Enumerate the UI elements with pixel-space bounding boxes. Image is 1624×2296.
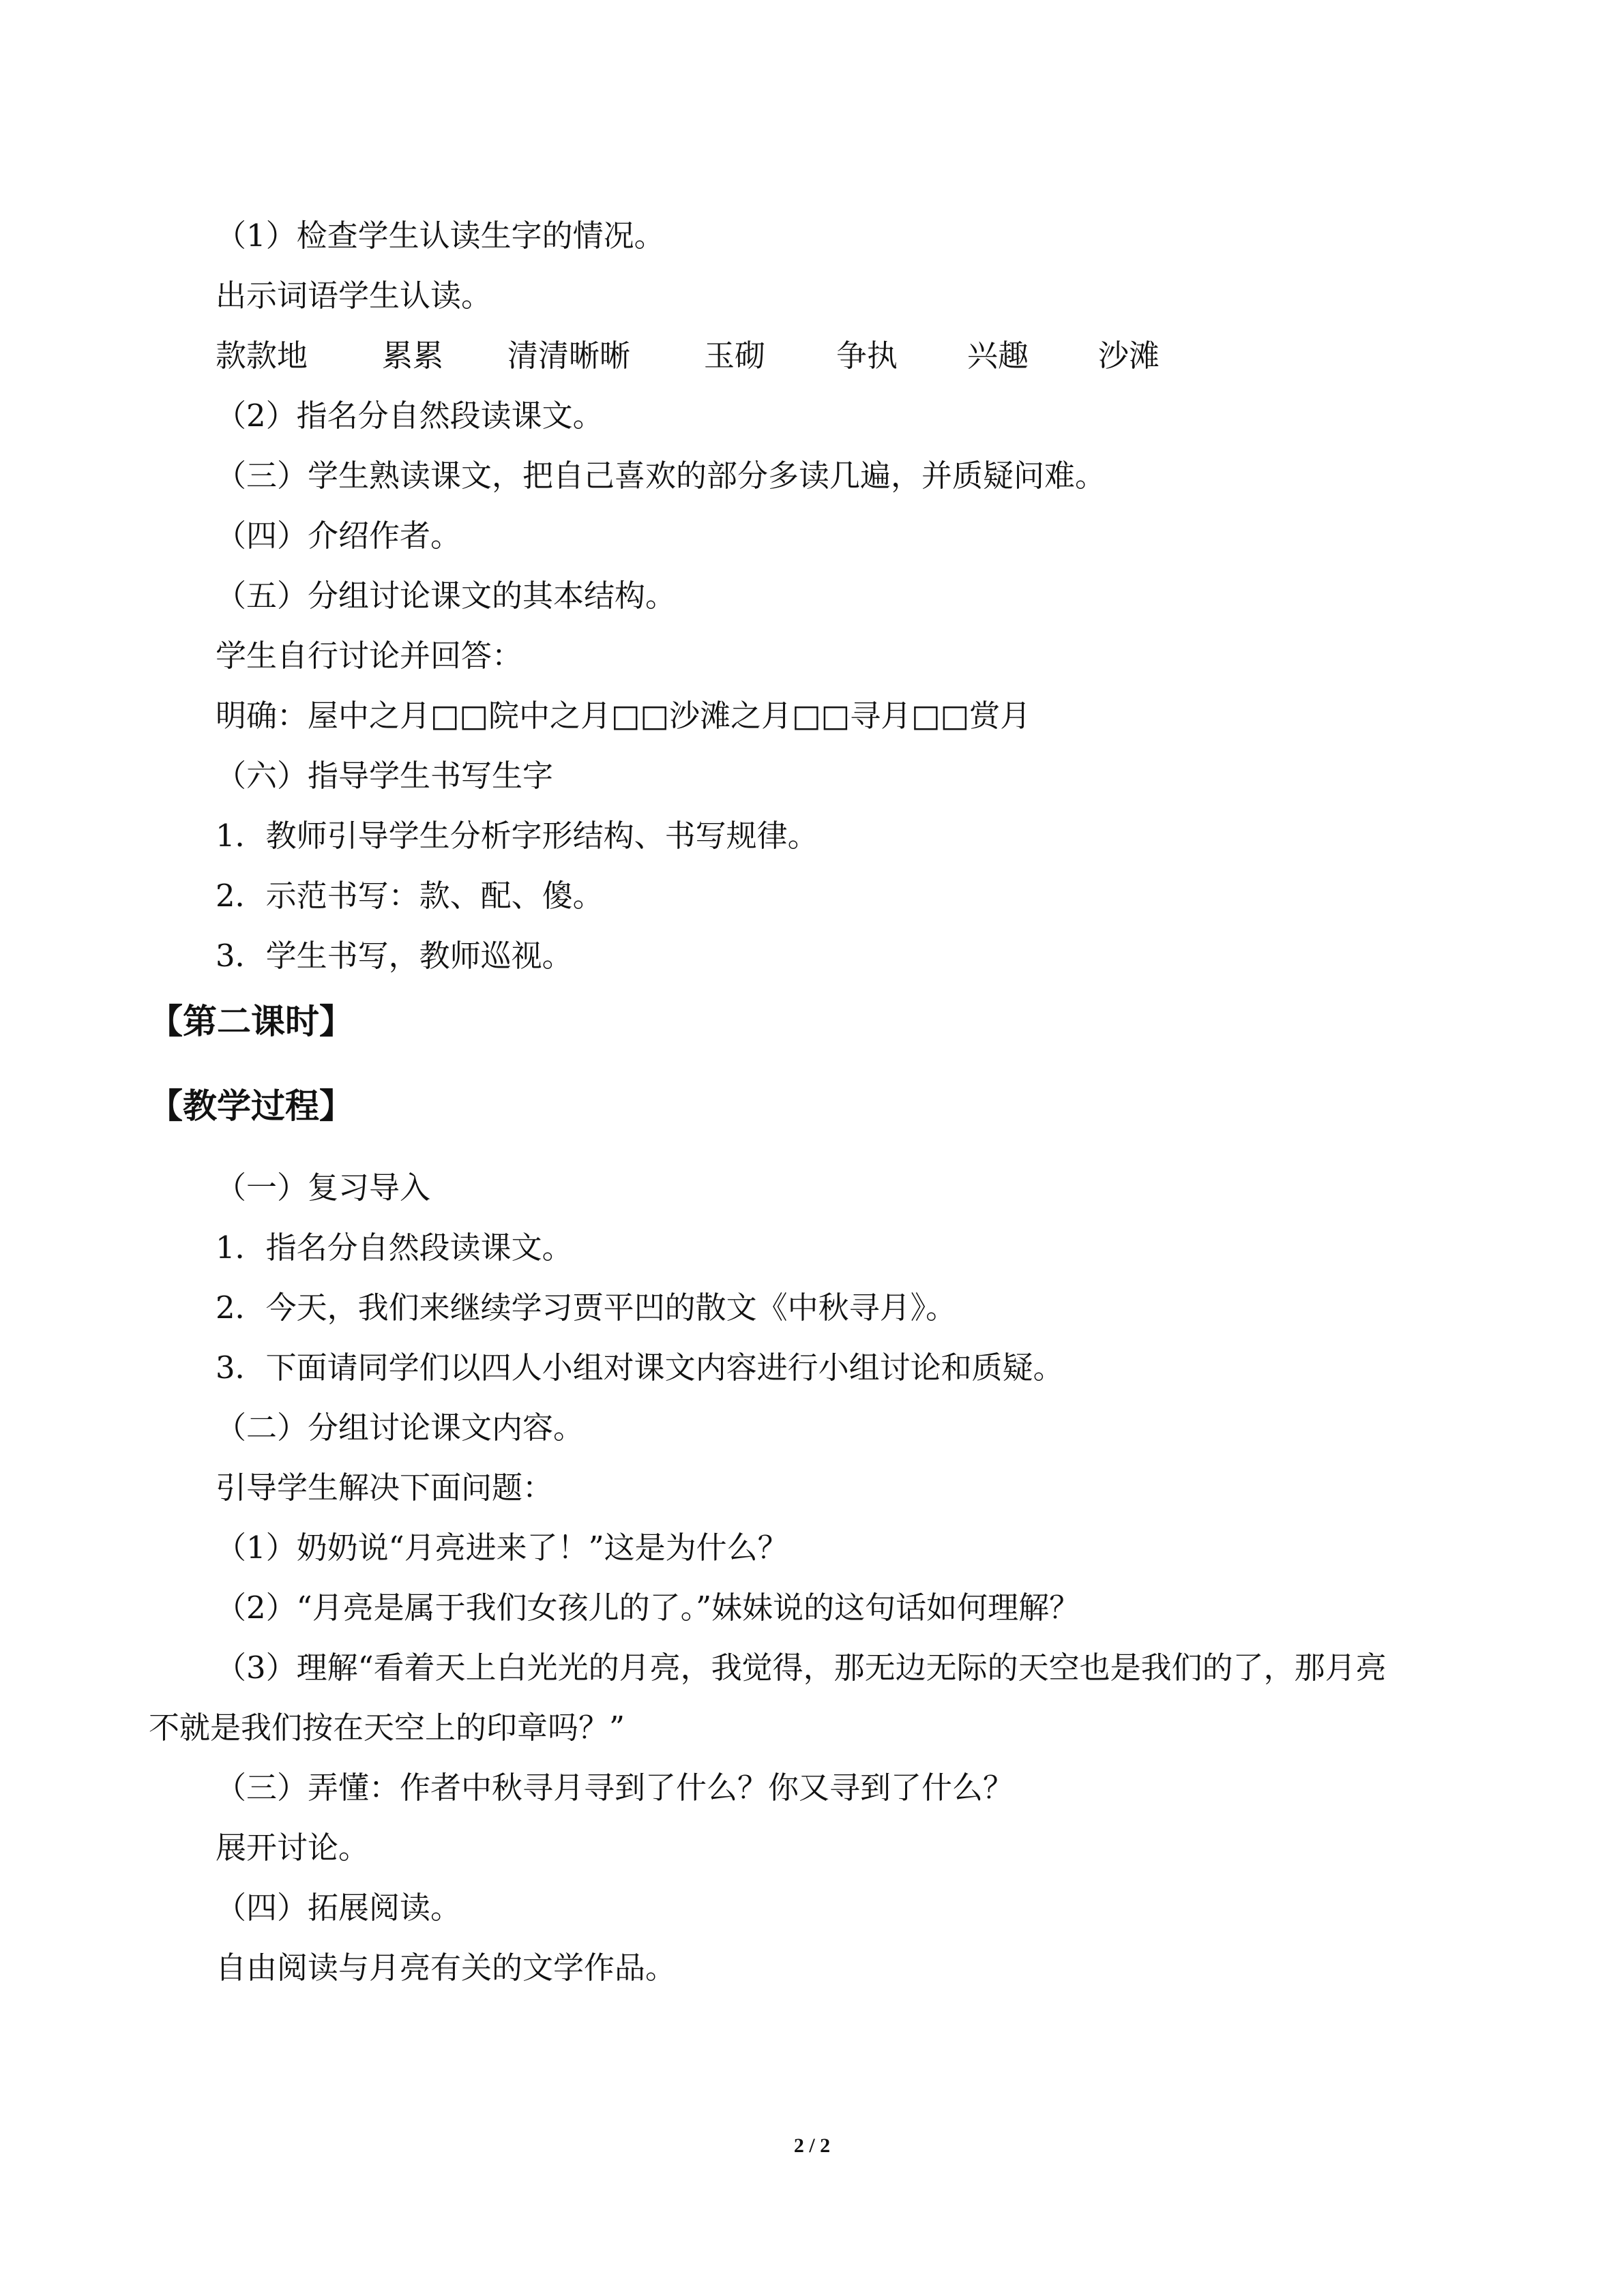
vocab-word: 款款地: [216, 338, 308, 374]
vocab-word: 玉砌: [704, 338, 766, 374]
paragraph-question-3-continued: 不就是我们按在天空上的印章吗？”: [149, 1710, 625, 1746]
paragraph-extended-reading: （四）拓展阅读。: [216, 1890, 462, 1926]
heading-second-lesson: 【第二课时】: [149, 1002, 353, 1041]
paragraph-demo-writing: 2．示范书写：款、配、傻。: [216, 878, 604, 914]
paragraph-read-by-section: 1．指名分自然段读课文。: [216, 1229, 573, 1266]
paragraph-students-write: 3．学生书写，教师巡视。: [216, 938, 573, 974]
vocab-word: 兴趣: [967, 338, 1029, 374]
vocab-word: 沙滩: [1098, 338, 1160, 374]
page-number: 2 / 2: [793, 2134, 831, 2157]
vocab-word: 争执: [836, 338, 898, 374]
vocab-word: 累累: [382, 338, 444, 374]
paragraph-students-discuss: 学生自行讨论并回答：: [216, 638, 523, 674]
paragraph-open-discussion: 展开讨论。: [216, 1830, 370, 1866]
paragraph-question-1: （1）奶奶说“月亮进来了！”这是为什么？: [216, 1530, 788, 1566]
paragraph-review-intro: （一）复习导入: [216, 1169, 431, 1206]
paragraph-check-reading: （1）检查学生认读生字的情况。: [216, 218, 665, 254]
vocab-word: 清清晰晰: [507, 338, 631, 374]
paragraph-understand: （三）弄懂：作者中秋寻月寻到了什么？你又寻到了什么？: [216, 1770, 1014, 1806]
paragraph-guide-writing: （六）指导学生书写生字: [216, 758, 554, 794]
paragraph-free-reading: 自由阅读与月亮有关的文学作品。: [216, 1950, 677, 1986]
paragraph-introduce-author: （四）介绍作者。: [216, 518, 462, 554]
paragraph-guide-questions: 引导学生解决下面问题：: [216, 1470, 554, 1506]
paragraph-analyze-structure: 1．教师引导学生分析字形结构、书写规律。: [216, 818, 818, 854]
paragraph-question-3: （3）理解“看着天上白光光的月亮，我觉得，那无边无际的天空也是我们的了，那月亮: [216, 1650, 1387, 1686]
paragraph-show-words: 出示词语学生认读。: [216, 278, 492, 314]
paragraph-read-sections: （2）指名分自然段读课文。: [216, 398, 604, 434]
paragraph-read-aloud: （三）学生熟读课文，把自己喜欢的部分多读几遍，并质疑问难。: [216, 458, 1106, 494]
paragraph-clarify: 明确：屋中之月□□院中之月□□沙滩之月□□寻月□□赏月: [216, 698, 1031, 734]
paragraph-group-discussion: 3．下面请同学们以四人小组对课文内容进行小组讨论和质疑。: [216, 1350, 1064, 1386]
paragraph-discuss-content: （二）分组讨论课文内容。: [216, 1410, 585, 1446]
vocabulary-list: [216, 336, 1239, 376]
paragraph-continue-study: 2．今天，我们来继续学习贾平凹的散文《中秋寻月》。: [216, 1289, 957, 1326]
paragraph-question-2: （2）“月亮是属于我们女孩儿的了。”妹妹说的这句话如何理解？: [216, 1590, 1080, 1626]
paragraph-discuss-structure: （五）分组讨论课文的其本结构。: [216, 578, 677, 614]
heading-teaching-process: 【教学过程】: [149, 1086, 353, 1126]
